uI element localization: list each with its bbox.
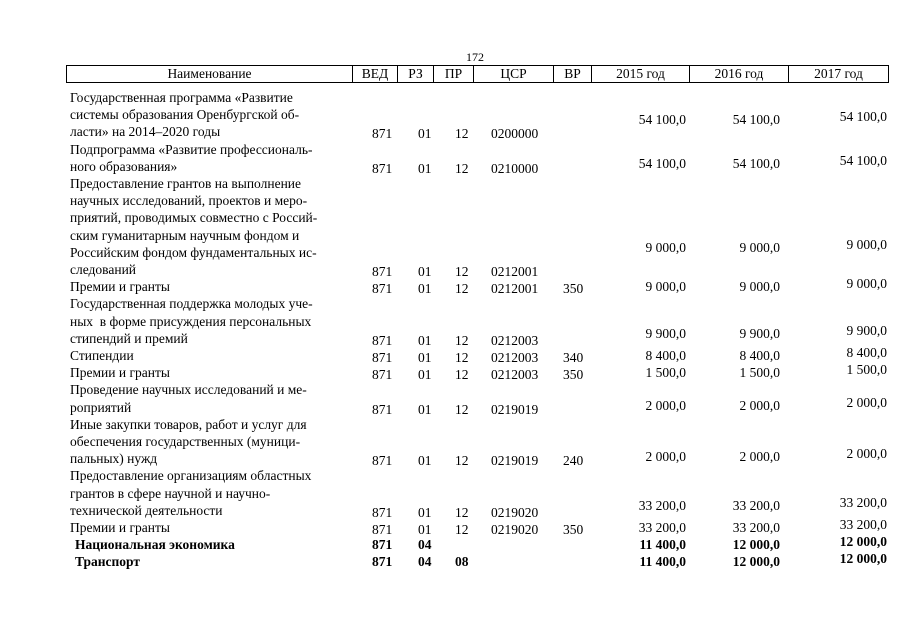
row-pr: 12 [455, 522, 469, 537]
row-name-line: стипендий и премий [70, 330, 188, 346]
header-pr: ПР [433, 66, 473, 82]
row-pr: 12 [455, 453, 469, 469]
row-ved: 871 [372, 350, 393, 365]
row-name-line: ных в форме присуждения персональных [70, 313, 312, 329]
row-ved: 871 [372, 332, 393, 348]
row-y2017: 2 000,0 [846, 395, 887, 411]
row-y2017: 33 200,0 [839, 495, 887, 511]
row-csr: 0219020 [491, 522, 539, 537]
row-pr: 08 [455, 554, 469, 570]
row-csr: 0210000 [491, 160, 539, 176]
row-y2015: 2 000,0 [645, 398, 686, 414]
row-pr: 12 [455, 160, 469, 176]
row-name-line: системы образования Оренбургской об- [70, 107, 300, 123]
row-name-line: Предоставление грантов на выполнение [70, 176, 302, 191]
row-y2017: 1 500,0 [846, 362, 887, 378]
row-ved: 871 [372, 281, 393, 297]
row-csr: 0219019 [491, 453, 539, 469]
row-rz: 01 [418, 504, 432, 520]
row-y2016: 2 000,0 [739, 448, 780, 464]
row-vr: 350 [563, 367, 584, 383]
row-ved: 871 [372, 126, 393, 142]
row-y2016: 9 000,0 [739, 279, 780, 295]
row-y2017: 12 000,0 [839, 551, 887, 567]
row-ved: 871 [372, 160, 393, 176]
row-pr: 12 [455, 264, 469, 279]
row-name-line: научных исследований, проектов и меро- [70, 193, 308, 209]
row-name-line: ласти» на 2014–2020 годы [70, 124, 221, 140]
row-y2015: 8 400,0 [645, 348, 686, 363]
row-ved: 871 [372, 504, 393, 520]
row-y2015: 11 400,0 [639, 554, 686, 570]
row-rz: 01 [418, 453, 432, 469]
row-name-line: обеспечения государственных (муници- [70, 434, 301, 449]
row-y2015: 2 000,0 [645, 448, 686, 464]
row-y2017: 8 400,0 [846, 345, 887, 360]
row-name-line: приятий, проводимых совместно с Россий- [70, 210, 318, 226]
row-name-line: Государственная программа «Развитие [70, 90, 293, 105]
row-pr: 12 [455, 367, 469, 383]
row-y2016: 8 400,0 [739, 348, 780, 363]
row-y2015: 54 100,0 [638, 155, 686, 171]
row-name-line: грантов в сфере научной и научно- [70, 485, 271, 501]
header-vr: ВР [553, 66, 591, 82]
row-ved: 871 [372, 453, 393, 469]
row-pr: 12 [455, 126, 469, 142]
row-rz: 01 [418, 350, 432, 365]
row-pr: 12 [455, 281, 469, 297]
row-y2015: 11 400,0 [639, 537, 686, 553]
row-name-line: ским гуманитарным научным фондом и [70, 227, 300, 243]
row-y2017: 2 000,0 [846, 445, 887, 461]
row-y2017: 54 100,0 [839, 152, 887, 168]
row-name-line: Предоставление организациям областных [70, 468, 312, 484]
header-2016: 2016 год [689, 66, 788, 82]
row-vr: 350 [563, 522, 584, 537]
row-rz: 01 [418, 264, 432, 279]
row-pr: 12 [455, 350, 469, 365]
row-y2015: 1 500,0 [645, 365, 686, 381]
row-rz: 01 [418, 401, 432, 417]
row-y2017: 9 000,0 [846, 276, 887, 292]
row-name-line: Национальная экономика [75, 537, 235, 553]
row-y2016: 12 000,0 [732, 537, 780, 553]
row-rz: 01 [418, 160, 432, 176]
row-name-line: пальных) нужд [70, 451, 158, 467]
row-name-line: Иные закупки товаров, работ и услуг для [70, 416, 307, 432]
row-rz: 01 [418, 281, 432, 297]
row-y2017: 33 200,0 [839, 517, 887, 532]
row-y2016: 54 100,0 [732, 155, 780, 171]
row-y2015: 33 200,0 [638, 498, 686, 514]
row-name-line: следований [70, 262, 137, 277]
header-ved: ВЕД [352, 66, 397, 82]
row-y2016: 9 900,0 [739, 326, 780, 342]
row-name-line: Российским фондом фундаментальных ис- [70, 244, 317, 260]
row-y2017: 9 900,0 [846, 323, 887, 339]
row-name-line: Премии и гранты [70, 365, 170, 381]
row-rz: 01 [418, 332, 432, 348]
row-rz: 04 [418, 537, 432, 553]
header-name: Наименование [167, 66, 252, 81]
row-csr: 0219019 [491, 401, 539, 417]
row-y2015: 9 900,0 [645, 326, 686, 342]
row-name-line: Стипендии [70, 348, 134, 363]
header-csr: ЦСР [473, 66, 553, 82]
row-pr: 12 [455, 332, 469, 348]
header-rz: РЗ [397, 66, 433, 82]
row-csr: 0219020 [491, 504, 539, 520]
row-name-line: Транспорт [75, 554, 141, 570]
row-ved: 871 [372, 537, 393, 553]
row-ved: 871 [372, 401, 393, 417]
row-vr: 350 [563, 281, 584, 297]
row-rz: 01 [418, 367, 432, 383]
row-y2016: 33 200,0 [732, 520, 780, 535]
row-y2016: 1 500,0 [739, 365, 780, 381]
row-y2016: 2 000,0 [739, 398, 780, 414]
row-name-line: Премии и гранты [70, 520, 170, 535]
row-name-line: Проведение научных исследований и ме- [70, 382, 307, 398]
row-ved: 871 [372, 367, 393, 383]
table-header [66, 65, 889, 83]
row-y2017: 12 000,0 [839, 534, 887, 550]
row-vr: 240 [563, 453, 584, 469]
row-name-line: Подпрограмма «Развитие профессиональ- [70, 141, 313, 157]
row-pr: 12 [455, 401, 469, 417]
row-rz: 01 [418, 126, 432, 142]
row-y2015: 9 000,0 [645, 240, 686, 255]
row-y2016: 33 200,0 [732, 498, 780, 514]
row-csr: 0212003 [491, 332, 539, 348]
row-ved: 871 [372, 264, 393, 279]
row-csr: 0212001 [491, 281, 539, 297]
header-2017: 2017 год [788, 66, 888, 82]
row-csr: 0212003 [491, 367, 539, 383]
row-y2016: 12 000,0 [732, 554, 780, 570]
row-csr: 0212003 [491, 350, 539, 365]
row-y2015: 33 200,0 [638, 520, 686, 535]
row-pr: 12 [455, 504, 469, 520]
row-y2016: 54 100,0 [732, 112, 780, 127]
row-ved: 871 [372, 522, 393, 537]
row-y2017: 54 100,0 [839, 109, 887, 124]
row-name-line: Премии и гранты [70, 279, 170, 295]
row-rz: 01 [418, 522, 432, 537]
page-number: 172 [466, 50, 484, 64]
row-ved: 871 [372, 554, 393, 570]
row-name-line: роприятий [70, 399, 132, 415]
row-name-line: Государственная поддержка молодых уче- [70, 296, 313, 312]
row-y2017: 9 000,0 [846, 237, 887, 252]
header-2015: 2015 год [591, 66, 689, 82]
row-name-line: технической деятельности [70, 502, 223, 518]
row-vr: 340 [563, 350, 584, 365]
row-y2015: 54 100,0 [638, 112, 686, 127]
row-csr: 0200000 [491, 126, 539, 142]
row-y2015: 9 000,0 [645, 279, 686, 295]
row-name-line: ного образования» [70, 158, 178, 174]
row-y2016: 9 000,0 [739, 240, 780, 255]
row-rz: 04 [418, 554, 432, 570]
row-csr: 0212001 [491, 264, 539, 279]
